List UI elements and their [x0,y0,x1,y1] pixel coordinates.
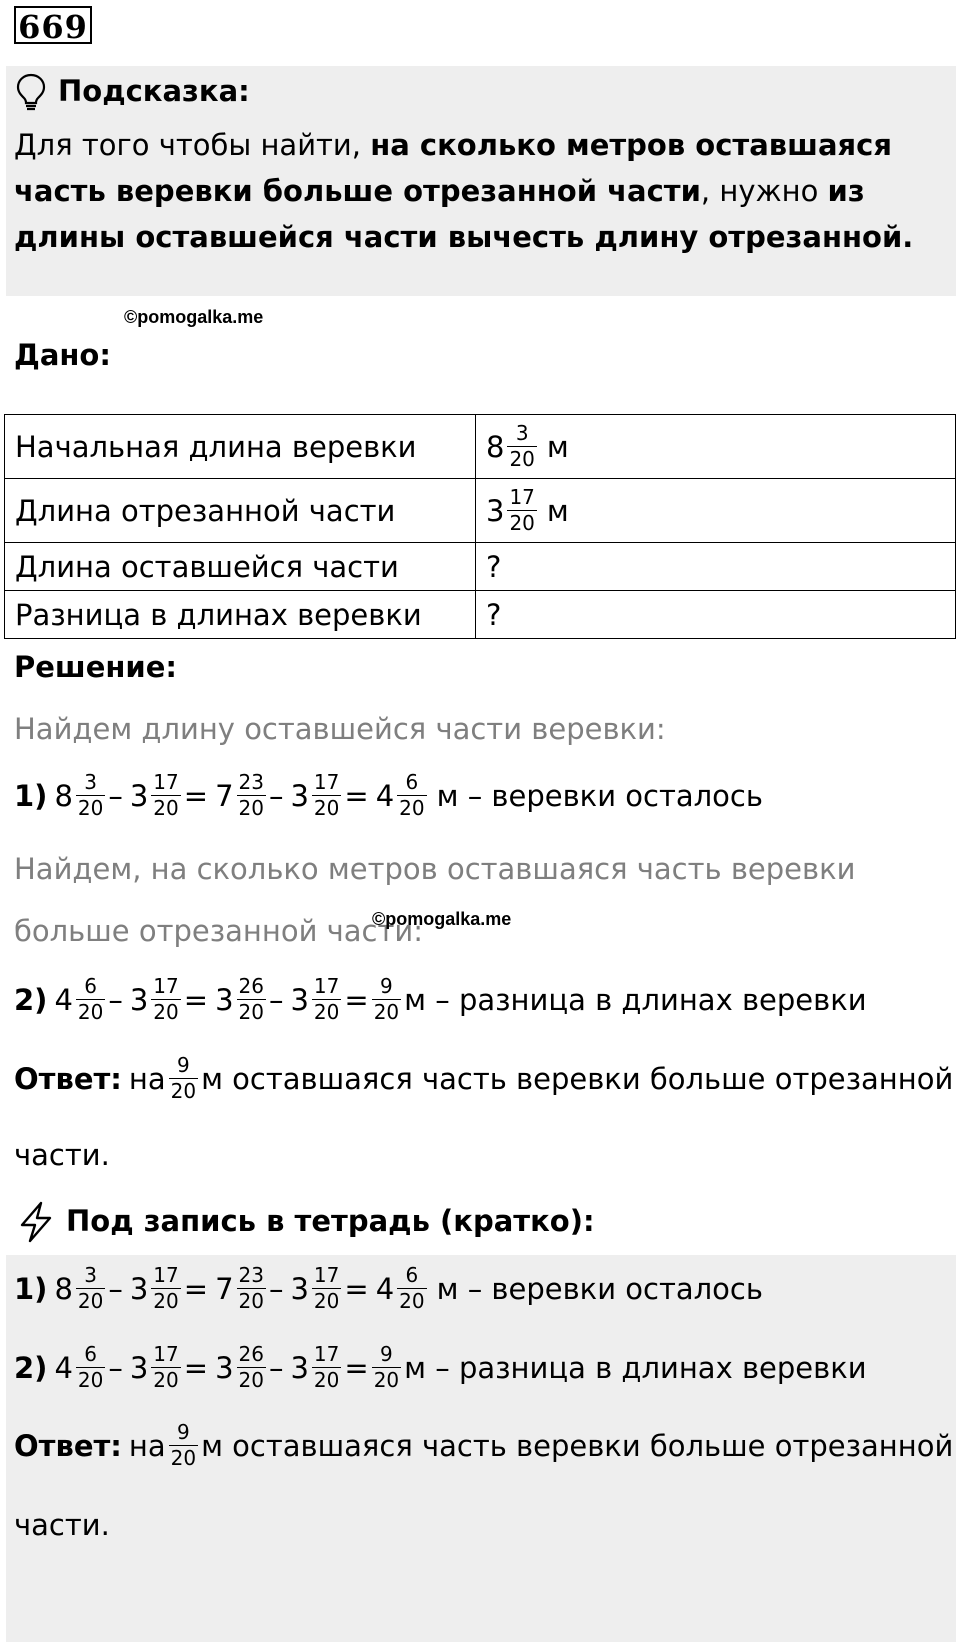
notebook-step1: 1) 8 $\frac{3}{20}$ – 3 $\frac{17}{20}$ = 7 $\frac{23}{20}$ – 3 $\frac{17}{20}$ = 4 $\frac{6}{20}$ м – веревки осталось [14,1263,763,1313]
row-label: Длина отрезанной части [5,479,476,543]
hint-text: Для того чтобы найти, на сколько метров оставшаяся часть веревки больше отрезанной части, нужно из длины оставшейся части вычесть длину отрезанной. [14,128,914,254]
row-value: 3 $\frac{17}{20}$ м [476,479,956,543]
table-row [5,415,956,479]
row-value: 8 $\frac{3}{20}$ м [476,415,956,479]
lightning-icon [16,1200,56,1244]
step2-equation: 2) 4 $\frac{6}{20}$ – 3 $\frac{17}{20}$ = 3 $\frac{26}{20}$ – 3 $\frac{17}{20}$ = $\frac{9}{20}$ м – разница в длинах веревки [14,974,867,1024]
solution-title: Решение: [14,650,178,684]
step1-intro: Найдем длину оставшейся части веревки: [14,712,666,746]
given-title: Дано: [14,338,111,372]
notebook-title: Под запись в тетрадь (кратко): [66,1204,595,1238]
notebook-answer-end: части. [14,1508,110,1542]
watermark: ©pomogalka.me [124,307,264,327]
task-number: 669 [14,6,92,44]
notebook-step2: 2) 4 $\frac{6}{20}$ – 3 $\frac{17}{20}$ = 3 $\frac{26}{20}$ – 3 $\frac{17}{20}$ = $\frac{9}{20}$ м – разница в длинах веревки [14,1342,867,1392]
watermark: ©pomogalka.me [372,909,512,929]
table-row [5,591,956,639]
row-label: Длина оставшейся части [5,543,476,591]
answer-line: Ответ: на $\frac{9}{20}$ м оставшаяся часть веревки больше отрезанной [14,1053,954,1103]
table-row [5,543,956,591]
step2-intro-cont: больше отрезанной части: [14,914,424,948]
row-label: Разница в длинах веревки [5,591,476,639]
row-label: Начальная длина веревки [5,415,476,479]
answer-end: части. [14,1138,110,1172]
step1-equation: 1) 8 $\frac{3}{20}$ – 3 $\frac{17}{20}$ = 7 $\frac{23}{20}$ – 3 $\frac{17}{20}$ = 4 $\frac{6}{20}$ м – веревки осталось [14,770,763,820]
table-row [5,479,956,543]
given-table [4,414,956,639]
row-value: ? [476,543,956,591]
notebook-answer: Ответ: на $\frac{9}{20}$ м оставшаяся часть веревки больше отрезанной [14,1420,954,1470]
step2-intro: Найдем, на сколько метров оставшаяся часть веревки [14,852,856,886]
hint-title: Подсказка: [58,74,250,108]
row-value: ? [476,591,956,639]
lightbulb-icon [14,72,48,112]
